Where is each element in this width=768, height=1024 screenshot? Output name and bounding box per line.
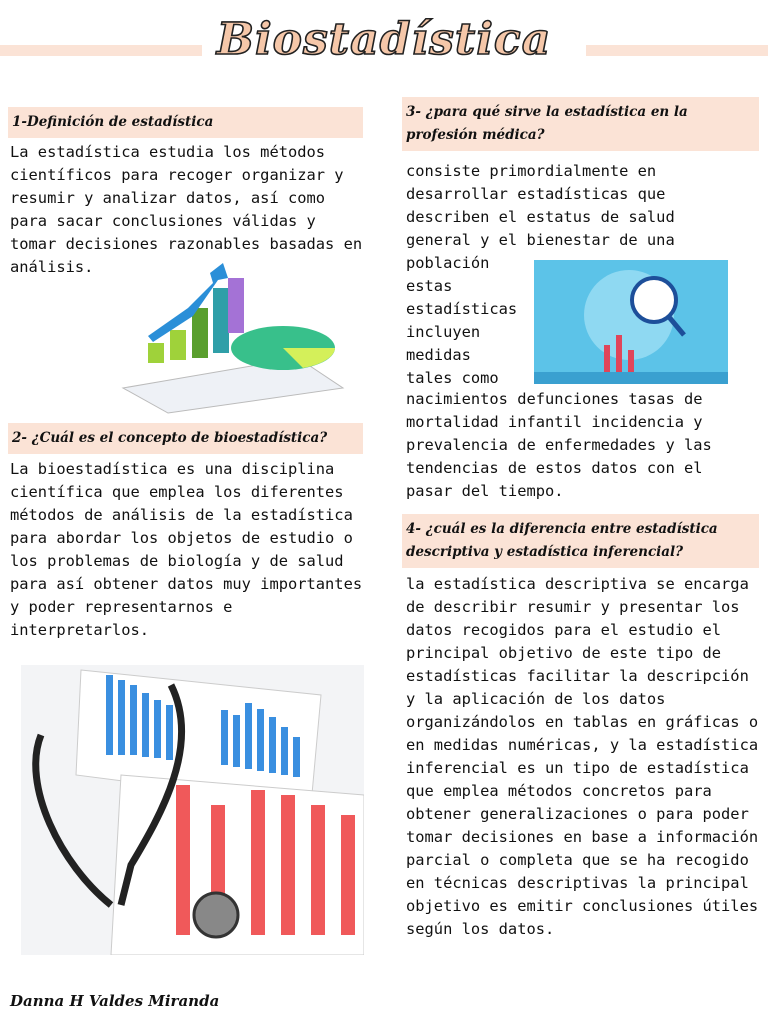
- chart-illustration-image: [118, 258, 348, 418]
- section-3-text-intro: consiste primordialmente en desarrollar estadísticas que describen el estatus de salud general y el bienestar de una: [406, 162, 675, 249]
- section-3-heading: 3- ¿para qué sirve la estadística en la profesión médica?: [402, 97, 759, 151]
- section-2-heading: 2- ¿Cuál es el concepto de bioestadística?: [8, 423, 363, 454]
- section-3-text-rest: nacimientos defunciones tasas de mortalidad infantil incidencia y prevalencia de enfermedades y las tendencias de estos datos con el pasar del tiempo.: [406, 390, 712, 500]
- section-3-text-wrapped: población estas estadísticas incluyen medidas tales como: [406, 254, 518, 387]
- section-1-text: La estadística estudia los métodos científicos para recoger organizar y resumir y analizar datos, así como para sacar conclusiones válidas y tomar decisiones razonables basadas en análisis.: [10, 143, 363, 276]
- medical-research-image: [534, 260, 728, 384]
- section-2-text: La bioestadística es una disciplina científica que emplea los diferentes métodos de análisis de la estadística para abordar los objetos de estudio o los problemas de biología y de salud para así obtener datos muy importantes y poder representarnos e interpretarlos.: [10, 460, 363, 639]
- section-4-text: la estadística descriptiva se encarga de describir resumir y presentar los datos recogidos para el estudio el principal objetivo de este tipo de estadísticas facilitar la descripción y la aplicación de los datos organizándolos en tablas en gráficas o en medidas numéricas, y la estadística inferencial es un tipo de estadística que emplea métodos concretos para obtener generalizaciones o para poder tomar decisiones en base a información parcial o completa que se ha recogido en técnicas descriptivas la principal objetivo es emitir conclusiones útiles según los datos.: [406, 575, 759, 938]
- stethoscope-charts-image: [21, 665, 364, 955]
- section-1-heading: 1-Definición de estadística: [8, 107, 363, 138]
- section-4-heading: 4- ¿cuál es la diferencia entre estadística descriptiva y estadística inferencial?: [402, 514, 759, 568]
- page-title: Biostadística: [216, 14, 552, 65]
- author-signature: Danna H Valdes Miranda: [10, 992, 220, 1010]
